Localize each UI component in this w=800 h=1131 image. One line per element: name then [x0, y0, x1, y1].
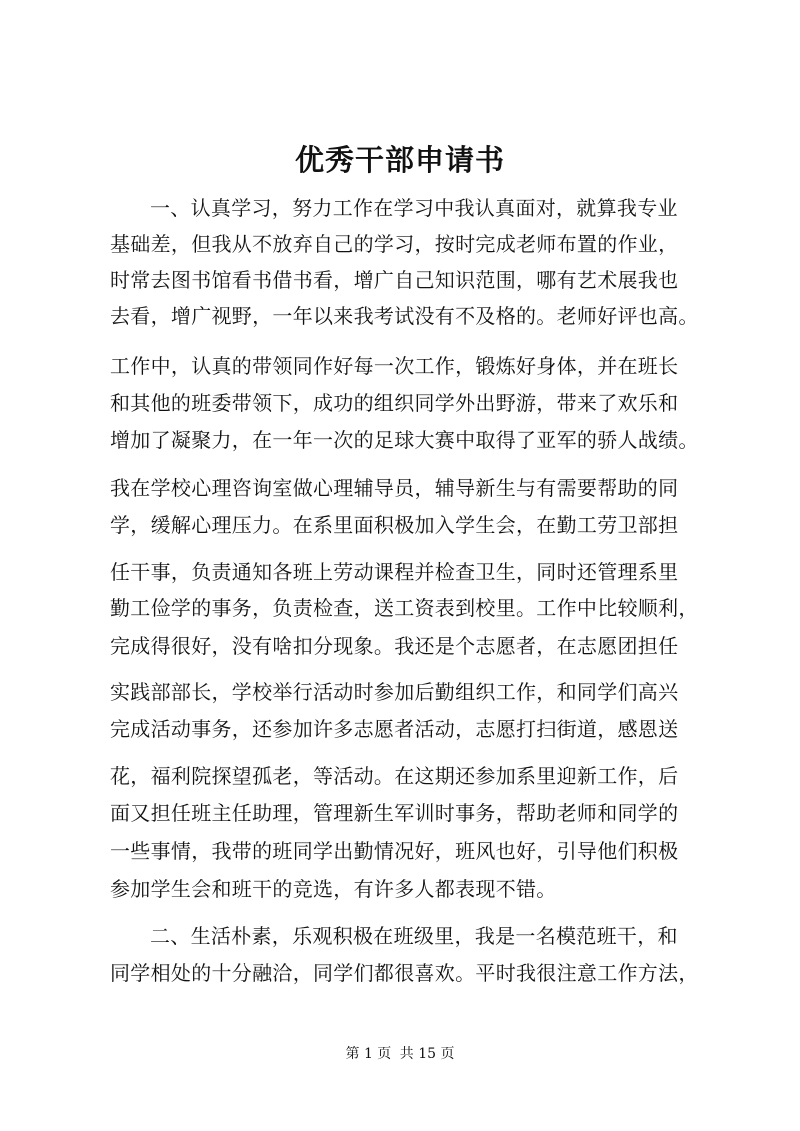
- text-line: 去看，增广视野，一年以来我考试没有不及格的。老师好评也高。: [110, 304, 699, 328]
- text-line: 二、生活朴素，乐观积极在班级里，我是一名模范班干，和: [150, 924, 678, 948]
- text-line: 我在学校心理咨询室做心理辅导员，辅导新生与有需要帮助的同: [110, 476, 679, 500]
- text-line: 基础差，但我从不放弃自己的学习，按时完成老师布置的作业，: [110, 232, 679, 256]
- text-line: 参加学生会和班干的竞选，有许多人都表现不错。: [110, 877, 557, 901]
- page-footer: [0, 1044, 800, 1064]
- text-line: 一、认真学习，努力工作在学习中我认真面对，就算我专业: [150, 196, 678, 220]
- text-line: 任干事，负责通知各班上劳动课程并检查卫生，同时还管理系里: [110, 560, 679, 584]
- text-line: 同学相处的十分融洽，同学们都很喜欢。平时我很注意工作方法，: [110, 961, 699, 985]
- page-total: 共 15 页: [399, 1046, 455, 1062]
- text-line: 实践部部长，学校举行活动时参加后勤组织工作，和同学们高兴: [110, 680, 679, 704]
- text-line: 完成活动事务，还参加许多志愿者活动，志愿打扫街道，感恩送: [110, 717, 679, 741]
- text-line: 花，福利院探望孤老，等活动。在这期还参加系里迎新工作，后: [110, 764, 679, 788]
- text-line: 学，缓解心理压力。在系里面积极加入学生会，在勤工劳卫部担: [110, 513, 679, 537]
- text-line: 完成得很好，没有啥扣分现象。我还是个志愿者，在志愿团担任: [110, 634, 679, 658]
- document-title: 优秀干部申请书: [294, 143, 505, 177]
- text-line: 和其他的班委带领下，成功的组织同学外出野游，带来了欢乐和: [110, 391, 679, 415]
- text-line: 一些事情，我带的班同学出勤情况好，班风也好，引导他们积极: [110, 839, 679, 863]
- page-number: 第 1 页: [345, 1046, 392, 1062]
- text-line: 工作中，认真的带领同作好每一次工作，锻炼好身体，并在班长: [110, 354, 679, 378]
- text-line: 面又担任班主任助理，管理新生军训时事务，帮助老师和同学的: [110, 801, 679, 825]
- text-line: 时常去图书馆看书借书看，增广自己知识范围，哪有艺术展我也: [110, 268, 679, 292]
- text-line: 增加了凝聚力，在一年一次的足球大赛中取得了亚军的骄人战绩。: [110, 428, 699, 452]
- text-line: 勤工俭学的事务，负责检查，送工资表到校里。工作中比较顺利，: [110, 596, 699, 620]
